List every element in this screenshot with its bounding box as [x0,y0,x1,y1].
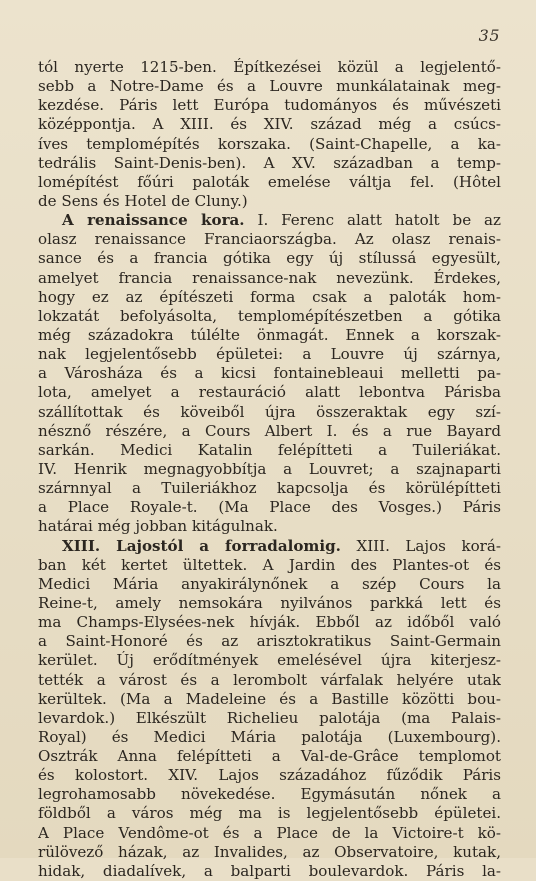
text-line: íves templomépítés korszaka. (Saint-Chapelle, a ka- [38,134,501,153]
text-line: kezdése. Páris lett Európa tudományos és művészeti [38,96,501,115]
text-line: Osztrák Anna felépítteti a Val-de-Grâce templomot [38,747,501,766]
text-line: sebb a Notre-Dame és a Louvre munkálatainak meg- [38,77,501,96]
text-line: rülövező házak, az Invalides, az Observatoire, kutak, [38,842,501,861]
text-line: a Saint-Honoré és az arisztokratikus Saint-Germain [38,632,501,651]
section-heading-line [38,211,501,230]
text-line: nésznő részére, a Cours Albert I. és a rue Bayard [38,421,501,440]
text-line: és kolostort. XIV. Lajos századához fűződik Páris [38,766,501,785]
text-line: A Place Vendôme-ot és a Place de la Victoire-t kö- [38,823,501,842]
text-line: levardok.) Elkészült Richelieu palotája (ma Palais- [38,708,501,727]
text-line: hogy ez az építészeti forma csak a paloták hom- [38,287,501,306]
body-text [38,58,501,881]
page-number: 35 [478,26,500,45]
text-line: földből a város még ma is legjelentősebb épületei. [38,804,501,823]
text-line: tették a várost és a lerombolt várfalak helyére utak [38,670,501,689]
text-line: tedrális Saint-Denis-ben). A XV. században a temp- [38,153,501,172]
text-line: sance és a francia gótika egy új stílussá egyesült, [38,249,501,268]
section-text: I. Ferenc alatt hatolt be az [244,211,501,230]
text-line: de Sens és Hotel de Cluny.) [38,191,248,210]
text-line: tól nyerte 1215-ben. Építkezései közül a legjelentő- [38,58,501,76]
text-line: Medici Mária anyakirálynőnek a szép Cours la [38,574,501,593]
text-line: hidak, diadalívek, a balparti boulevardok. Páris la- [38,861,501,880]
section-text: XIII. Lajos korá- [340,536,501,555]
text-line: lota, amelyet a restauráció alatt lebontva Párisba [38,383,501,402]
text-line: középpontja. A XIII. és XIV. század még a csúcs- [38,115,501,134]
text-line: lomépítést főúri paloták emelése váltja fel. (Hôtel [38,172,501,191]
text-line: sarkán. Medici Katalin felépítteti a Tuileriákat. [38,440,501,459]
text-line: szállítottak és köveiből újra összeraktak egy szí- [38,402,501,421]
text-line: legrohamosabb növekedése. Egymásután nőnek a [38,785,501,804]
section-heading: A renaissance kora. [62,211,245,230]
text-line: kerültek. (Ma a Madeleine és a Bastille közötti bou- [38,689,501,708]
text-line: nak legjelentősebb épületei: a Louvre új szárnya, [38,345,501,364]
text-line: lokzatát befolyásolta, templomépítészetben a gótika [38,306,501,325]
text-line: Royal) és Medici Mária palotája (Luxembourg). [38,727,501,746]
text-line: ma Champs-Elysées-nek hívják. Ebből az időből való [38,613,501,632]
text-line: Reine-t, amely nemsokára nyilvános parkká lett és [38,593,501,612]
text-line: határai még jobban kitágulnak. [38,517,278,536]
text-line: a Városháza és a kicsi fontainebleaui melletti pa- [38,364,501,383]
text-line: a Place Royale-t. (Ma Place des Vosges.) Páris [38,498,501,517]
text-line: olasz renaissance Franciaországba. Az olasz renais- [38,230,501,249]
text-line: még századokra túlélte önmagát. Ennek a korszak- [38,325,501,344]
text-line: IV. Henrik megnagyobbítja a Louvret; a szajnaparti [38,459,501,478]
text-line: amelyet francia renaissance-nak nevezünk. Érdekes, [38,268,501,287]
text-line: ban két kertet ültettek. A Jardin des Plantes-ot és [38,555,501,574]
text-line: kerület. Új erődítmények emelésével újra kiterjesz- [38,651,501,670]
text-line: szárnnyal a Tuileriákhoz kapcsolja és körülépítteti [38,479,501,498]
section-heading-line [38,537,501,556]
section-heading: XIII. Lajostól a forradalomig. [62,536,341,555]
